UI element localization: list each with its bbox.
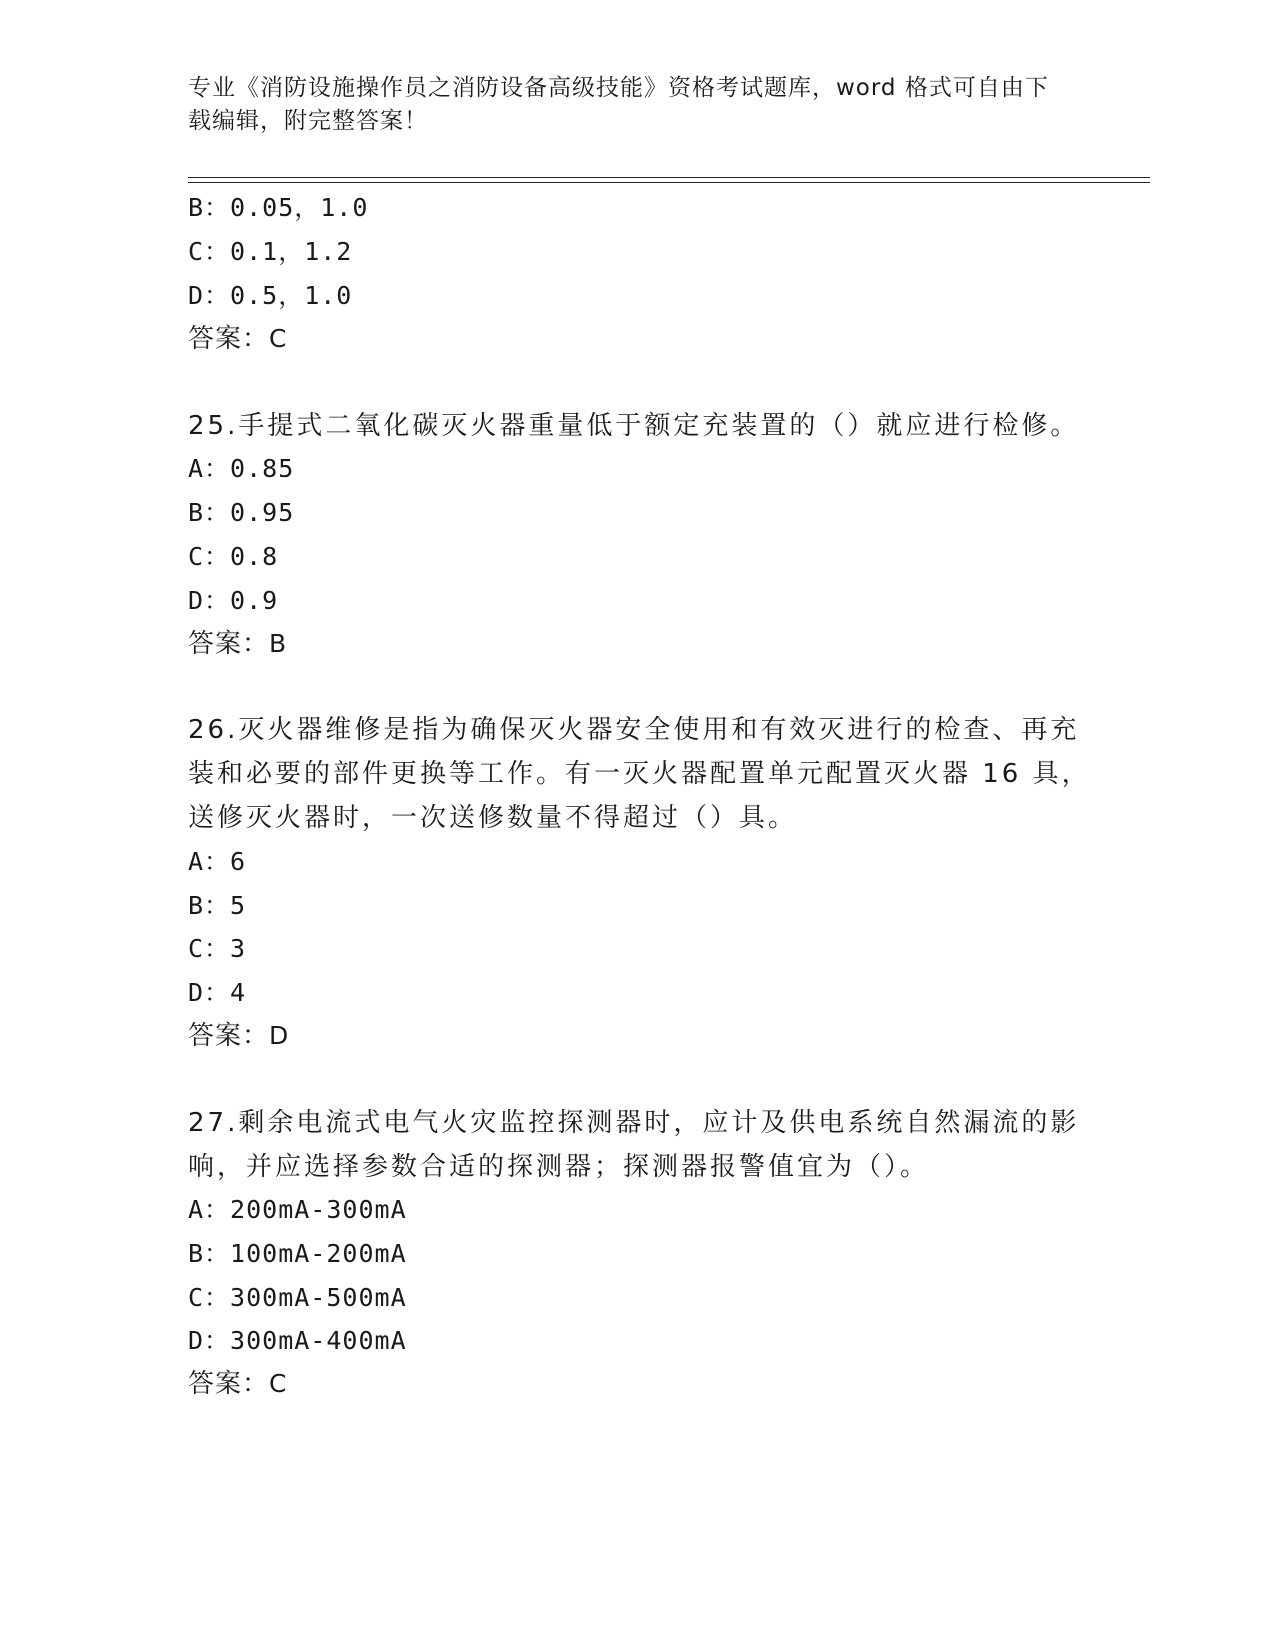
- q26-option-d: D：4: [188, 978, 247, 1007]
- q27-option-c: C：300mA-500mA: [188, 1283, 407, 1312]
- header-divider-top: [188, 177, 1150, 178]
- answer-value: C: [269, 1369, 288, 1398]
- q25-answer: [188, 627, 287, 661]
- q25-option-a: A：0.85: [188, 454, 295, 483]
- q26-answer: [188, 1019, 289, 1053]
- prev-option-b: B：0.05，1.0: [188, 193, 369, 222]
- answer-label: 答案：: [188, 1369, 270, 1399]
- document-header: [188, 72, 1088, 138]
- q27-text-line-1: 27.剩余电流式电气火灾监控探测器时，应计及供电系统自然漏流的影: [188, 1108, 1080, 1138]
- answer-value: D: [269, 1021, 290, 1050]
- prev-option-c: C：0.1，1.2: [188, 237, 353, 266]
- q26-text-line-2: 装和必要的部件更换等工作。有一灭火器配置单元配置灭火器 16 具，: [188, 759, 1091, 789]
- q25-option-d: D：0.9: [188, 586, 279, 615]
- header-line-1: 专业《消防设施操作员之消防设备高级技能》资格考试题库，word 格式可自由下: [188, 75, 1049, 101]
- answer-value: C: [269, 324, 288, 353]
- q25-option-b: B：0.95: [188, 498, 295, 527]
- header-divider-bottom: [188, 182, 1150, 183]
- answer-value: B: [269, 629, 288, 658]
- q26-text-line-3: 送修灭火器时，一次送修数量不得超过（）具。: [188, 803, 798, 833]
- q25-option-c: C：0.8: [188, 542, 279, 571]
- q26-option-b: B：5: [188, 891, 247, 920]
- q27-option-a: A：200mA-300mA: [188, 1195, 407, 1224]
- q27-answer: [188, 1367, 287, 1401]
- prev-option-d: D：0.5，1.0: [188, 281, 353, 310]
- q26-option-a: A：6: [188, 847, 247, 876]
- q27-text-line-2: 响，并应选择参数合适的探测器；探测器报警值宜为（）。: [188, 1152, 930, 1182]
- header-line-2: 载编辑，附完整答案！: [188, 108, 428, 134]
- answer-label: 答案：: [188, 629, 270, 659]
- q26-text-line-1: 26.灭火器维修是指为确保灭火器安全使用和有效灭进行的检查、再充: [188, 715, 1080, 745]
- q27-option-d: D：300mA-400mA: [188, 1326, 407, 1355]
- answer-label: 答案：: [188, 324, 270, 354]
- prev-answer: [188, 322, 287, 356]
- q25-text: 25.手提式二氧化碳灭火器重量低于额定充装置的（）就应进行检修。: [188, 411, 1080, 441]
- q26-option-c: C：3: [188, 934, 247, 963]
- answer-label: 答案：: [188, 1021, 270, 1051]
- q27-option-b: B：100mA-200mA: [188, 1239, 407, 1268]
